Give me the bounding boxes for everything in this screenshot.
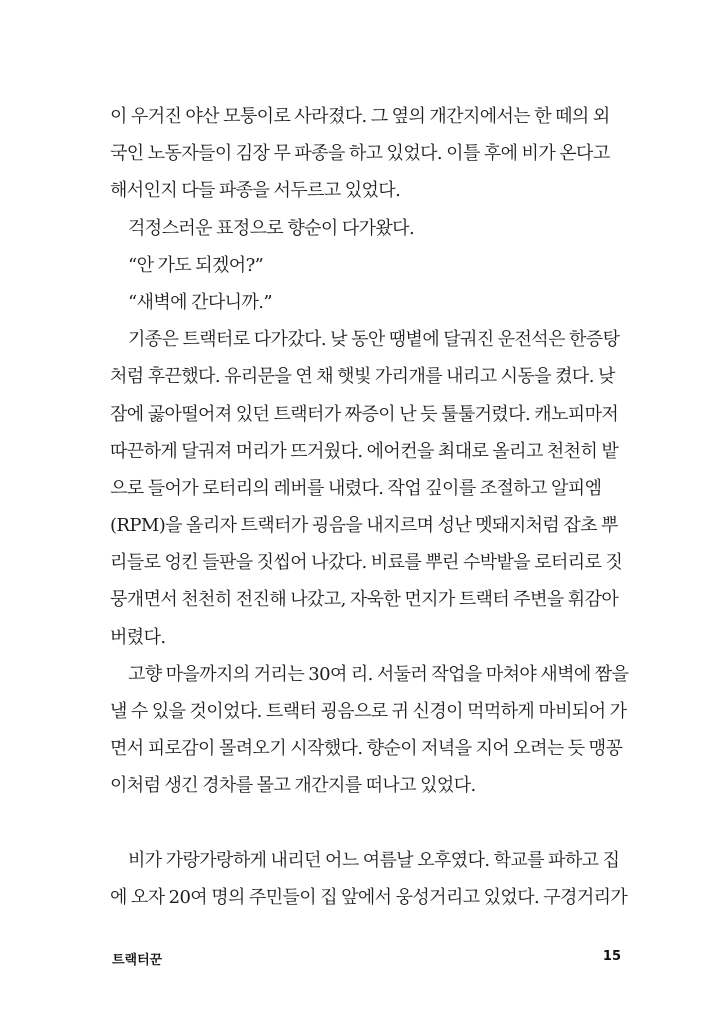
text-line: 으로 들어가 로터리의 레버를 내렸다. 작업 깊이를 조절하고 알피엠 xyxy=(110,477,602,499)
page-number: 15 xyxy=(602,949,621,964)
text-line: 버렸다. xyxy=(110,626,166,648)
text-line: “안 가도 되겠어?” xyxy=(128,254,264,276)
text-line: 국인 노동자들이 김장 무 파종을 하고 있었다. 이틀 후에 비가 온다고 xyxy=(110,143,610,165)
text-line: 해서인지 다들 파종을 서두르고 있었다. xyxy=(110,180,401,202)
section-gap xyxy=(110,805,630,842)
text-line: 고향 마을까지의 거리는 30여 리. 서둘러 작업을 마쳐야 새벽에 짬을 xyxy=(128,663,629,685)
text-line: 처럼 후끈했다. 유리문을 연 채 햇빛 가리개를 내리고 시동을 켰다. 낮 xyxy=(110,366,615,388)
text-line: 면서 피로감이 몰려오기 시작했다. 향순이 저녁을 지어 오려는 듯 맹꽁 xyxy=(110,738,623,760)
text-line: 이처럼 생긴 경차를 몰고 개간지를 떠나고 있었다. xyxy=(110,775,476,797)
text-line: 뭉개면서 천천히 전진해 나갔고, 자욱한 먼지가 트랙터 주변을 휘감아 xyxy=(110,589,619,611)
text-line: 낼 수 있을 것이었다. 트랙터 굉음으로 귀 신경이 먹먹하게 마비되어 가 xyxy=(110,701,627,722)
text-line: 따끈하게 달궈져 머리가 뜨거웠다. 에어컨을 최대로 올리고 천천히 밭 xyxy=(110,440,619,462)
text-line: 리들로 엉킨 들판을 짓씹어 나갔다. 비료를 뿌린 수박밭을 로터리로 짓 xyxy=(110,552,623,574)
text-line: (RPM)을 올리자 트랙터가 굉음을 내지르며 성난 멧돼지처럼 잡초 뿌 xyxy=(110,515,618,537)
book-title: 트랙터꾼 xyxy=(112,953,163,968)
text-line: 에 오자 20여 명의 주민들이 집 앞에서 웅성거리고 있었다. 구경거리가 xyxy=(110,886,628,908)
text-line: 잠에 곯아떨어져 있던 트랙터가 짜증이 난 듯 툴툴거렸다. 캐노피마저 xyxy=(110,403,619,425)
text-line: 기종은 트랙터로 다가갔다. 낮 동안 땡볕에 달궈진 운전석은 한증탕 xyxy=(128,329,620,351)
text-line: 이 우거진 야산 모퉁이로 사라졌다. 그 옆의 개간지에서는 한 떼의 외 xyxy=(110,106,610,127)
text-line: 걱정스러운 표정으로 향순이 다가왔다. xyxy=(128,217,415,239)
body-text xyxy=(110,98,630,916)
text-line: “새벽에 간다니까.” xyxy=(128,291,272,313)
text-line: 비가 가랑가랑하게 내리던 어느 여름날 오후였다. 학교를 파하고 집 xyxy=(128,849,620,871)
